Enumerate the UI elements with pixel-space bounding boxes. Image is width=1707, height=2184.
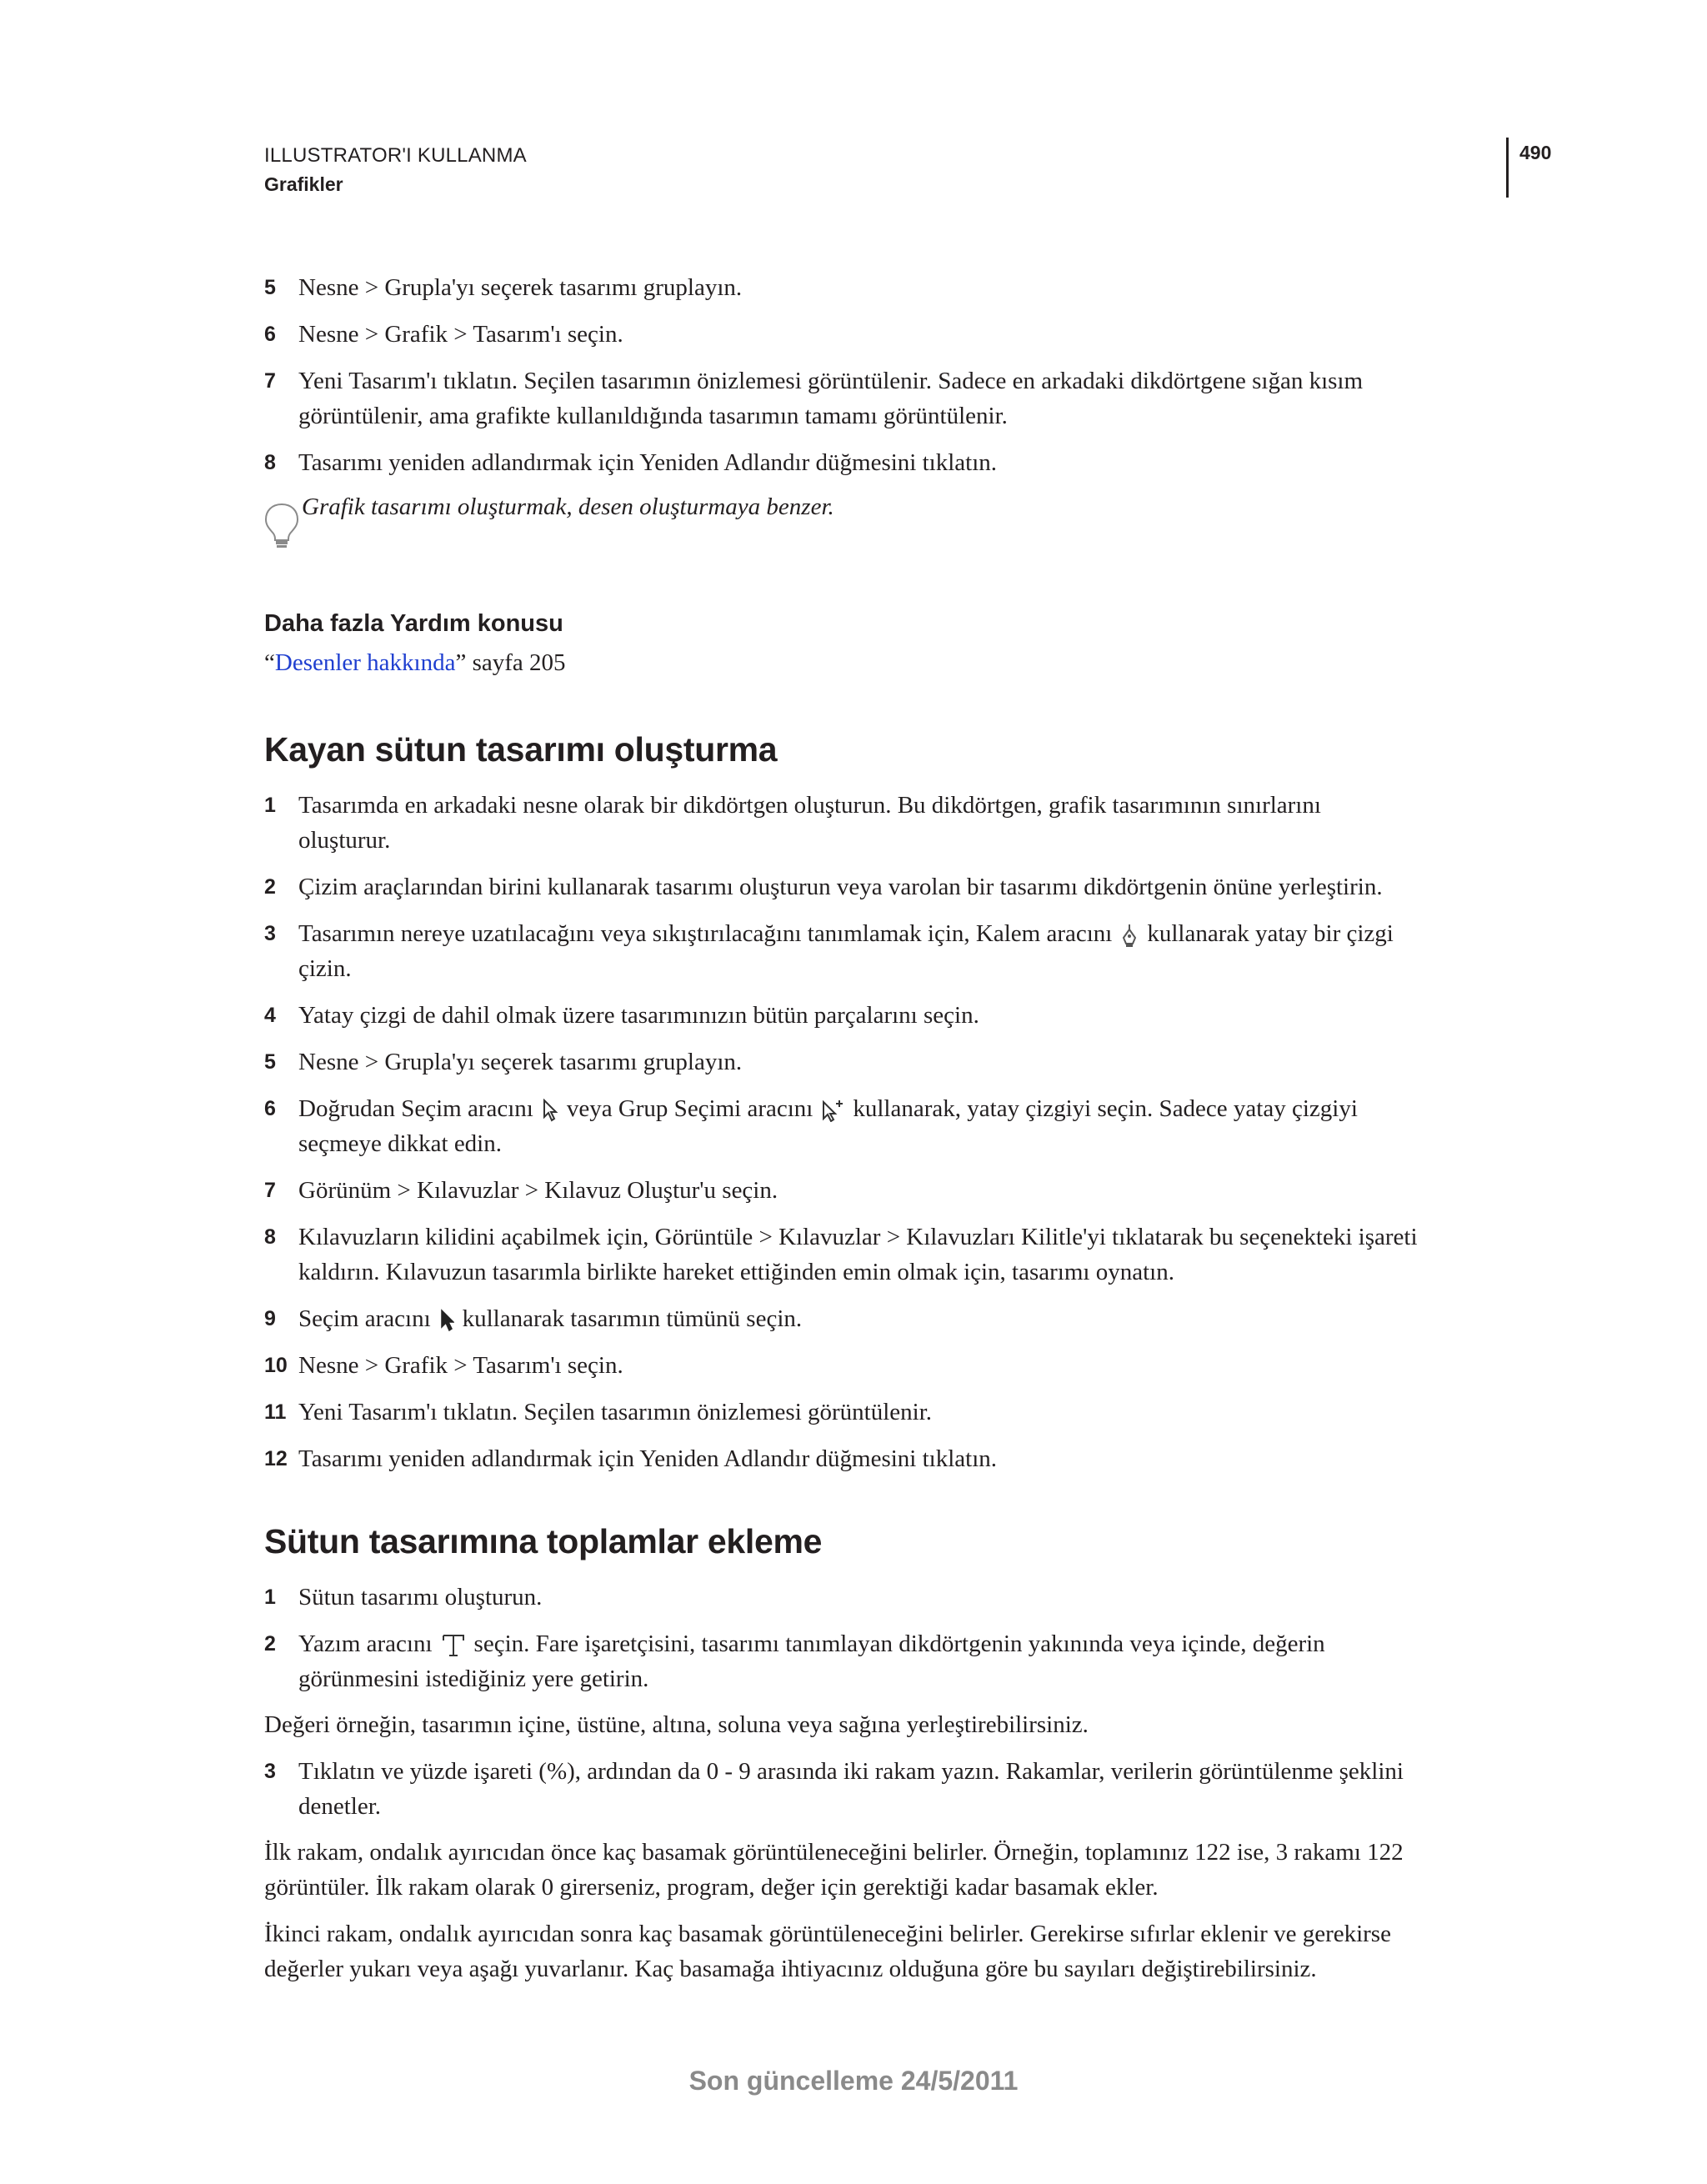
step-text: Tıklatın ve yüzde işareti (%), ardından da 0 - 9 arasında iki rakam yazın. Rakamlar, verilerin görüntülenme şeklini: [298, 1758, 1404, 1785]
step-number: 11: [264, 1400, 287, 1424]
step-text: Tasarımı yeniden adlandırmak için Yeniden Adlandır düğmesini tıklatın.: [298, 449, 998, 476]
step-number: 8: [264, 451, 276, 474]
step-text: Yatay çizgi de dahil olmak üzere tasarımınızın bütün parçalarını seçin.: [298, 1002, 979, 1029]
step-text: görüntülenir, ama grafikte kullanıldığında tasarımın tamamı görüntülenir.: [298, 403, 1008, 429]
step-text: Tasarımda en arkadaki nesne olarak bir dikdörtgen oluşturun. Bu dikdörtgen, grafik tasarımının sınırlarını: [298, 792, 1321, 819]
list-item: [264, 1348, 1506, 1383]
list-item: [264, 1441, 1506, 1476]
step-text: Yeni Tasarım'ı tıklatın. Seçilen tasarımın önizlemesi görüntülenir.: [298, 1399, 933, 1425]
step-text: kullanarak, yatay çizgiyi seçin. Sadece yatay çizgiyi: [853, 1095, 1358, 1122]
step-number: 8: [264, 1225, 276, 1249]
step-number: 1: [264, 794, 276, 817]
step-number: 4: [264, 1004, 276, 1027]
step-text: denetler.: [298, 1793, 382, 1820]
selection-tool-icon: [439, 1309, 454, 1332]
section-heading: Kayan sütun tasarımı oluşturma: [264, 730, 778, 769]
step-number: 5: [264, 276, 276, 299]
list-item: [264, 270, 1506, 305]
step-text: kaldırın. Kılavuzun tasarımla birlikte hareket ettiğinden emin olmak için, tasarımı oynatın.: [298, 1259, 1174, 1285]
step-text: Nesne > Grupla'yı seçerek tasarımı gruplayın.: [298, 274, 743, 301]
list-item: [264, 363, 1506, 433]
step-text: Doğrudan Seçim aracını: [298, 1095, 533, 1122]
list-item: [264, 1754, 1506, 1824]
lightbulb-icon: [263, 502, 300, 550]
group-selection-tool-icon: [821, 1099, 844, 1122]
step-text: Nesne > Grafik > Tasarım'ı seçin.: [298, 321, 623, 348]
step-text: seçin. Fare işaretçisini, tasarımı tanımlayan dikdörtgenin yakınında veya içinde, değerin: [473, 1630, 1325, 1657]
open-quote: “: [264, 649, 275, 676]
step-number: 12: [264, 1447, 288, 1470]
footer-last-updated: Son güncelleme 24/5/2011: [688, 2066, 1019, 2096]
list-item: [264, 998, 1506, 1033]
chapter-title: Grafikler: [264, 173, 343, 195]
step-number: 7: [264, 369, 276, 393]
more-help-reference: [264, 645, 1506, 680]
paragraph-line: İkinci rakam, ondalık ayırıcıdan sonra kaç basamak görüntüleneceğini belirler. Gerekirse sıfırlar eklenir ve gerekirse: [264, 1921, 1391, 1947]
list-item: [264, 1580, 1506, 1615]
step-number: 6: [264, 1097, 276, 1120]
running-header: [264, 142, 527, 198]
list-item: [264, 445, 1506, 480]
step-text: Görünüm > Kılavuzlar > Kılavuz Oluştur'u seçin.: [298, 1177, 778, 1204]
step-number: 7: [264, 1179, 276, 1202]
step-text: Yazım aracını: [298, 1630, 433, 1657]
step-number: 2: [264, 1632, 276, 1656]
list-item: [264, 1173, 1506, 1208]
list-item: [264, 1044, 1506, 1079]
step-number: 3: [264, 922, 276, 945]
step-text: kullanarak tasarımın tümünü seçin.: [462, 1305, 803, 1332]
section-heading: Sütun tasarımına toplamlar ekleme: [264, 1522, 823, 1560]
step-number: 1: [264, 1585, 276, 1609]
list-item: [264, 1091, 1506, 1161]
list-item: [264, 1220, 1506, 1290]
step-text: Nesne > Grafik > Tasarım'ı seçin.: [298, 1352, 623, 1379]
more-help-heading: Daha fazla Yardım konusu: [264, 610, 563, 637]
list-item: [264, 788, 1506, 858]
step-text: kullanarak yatay bir çizgi: [1147, 920, 1394, 947]
paragraph-line: İlk rakam, ondalık ayırıcıdan önce kaç basamak görüntüleneceğini belirler. Örneğin, toplamınız 122 ise, 3 rakamı 122: [264, 1839, 1404, 1866]
step-text: Nesne > Grupla'yı seçerek tasarımı gruplayın.: [298, 1049, 743, 1075]
pen-tool-icon: [1120, 923, 1139, 948]
list-item: [264, 1301, 1506, 1336]
step-text: Yeni Tasarım'ı tıklatın. Seçilen tasarımın önizlemesi görüntülenir. Sadece en arkadaki dikdörtgene sığan kısım: [298, 368, 1364, 394]
step-number: 5: [264, 1050, 276, 1074]
step-text: Seçim aracını: [298, 1305, 431, 1332]
step-text: Sütun tasarımı oluşturun.: [298, 1584, 543, 1610]
paragraph-line: görüntüler. İlk rakam olarak 0 girerseniz, program, değer için gerektiği kadar basamak ekler.: [264, 1874, 1159, 1901]
document-title: ILLUSTRATOR'I KULLANMA: [264, 144, 527, 167]
body-paragraph: Değeri örneğin, tasarımın içine, üstüne, altına, soluna veya sağına yerleştirebilirsiniz.: [264, 1711, 1089, 1738]
list-item: [264, 869, 1506, 904]
step-number: 2: [264, 875, 276, 899]
page-number: 490: [1519, 142, 1552, 163]
step-text: veya Grup Seçimi aracını: [566, 1095, 813, 1122]
body-paragraph: [264, 1916, 1506, 1986]
step-number: 3: [264, 1760, 276, 1783]
step-text: çizin.: [298, 955, 352, 982]
step-number: 10: [264, 1354, 288, 1377]
step-text: seçmeye dikkat edin.: [298, 1130, 502, 1157]
step-number: 6: [264, 323, 276, 346]
step-text: Çizim araçlarından birini kullanarak tasarımı oluşturun veya varolan bir tasarımı dikdörtgenin önüne yerleştirin.: [298, 874, 1383, 900]
step-text: görünmesini istediğiniz yere getirin.: [298, 1666, 649, 1692]
header-divider: [1506, 138, 1509, 198]
list-item: [264, 1626, 1506, 1696]
step-number: 9: [264, 1307, 276, 1330]
step-text: oluşturur.: [298, 827, 391, 854]
reference-page: ” sayfa 205: [455, 649, 566, 676]
paragraph-line: değerler yukarı veya aşağı yuvarlanır. Kaç basamağa ihtiyacınız olduğuna göre bu sayıları değiştirebilirsiniz.: [264, 1956, 1317, 1982]
list-item: [264, 916, 1506, 986]
body-paragraph: [264, 1835, 1506, 1905]
list-item: [264, 1395, 1506, 1430]
type-tool-icon: [441, 1633, 466, 1658]
step-text: Tasarımı yeniden adlandırmak için Yeniden Adlandır düğmesini tıklatın.: [298, 1445, 998, 1472]
step-text: Tasarımın nereye uzatılacağını veya sıkıştırılacağını tanımlamak için, Kalem aracını: [298, 920, 1113, 947]
list-item: [264, 317, 1506, 352]
desenler-hakkinda-link[interactable]: Desenler hakkında: [274, 649, 456, 676]
direct-selection-tool-icon: [542, 1099, 558, 1122]
tip-text: Grafik tasarımı oluşturmak, desen oluşturmaya benzer.: [302, 493, 834, 520]
step-text: Kılavuzların kilidini açabilmek için, Görüntüle > Kılavuzlar > Kılavuzları Kilitle'yi tıklatarak bu seçenekteki işareti: [298, 1224, 1418, 1250]
